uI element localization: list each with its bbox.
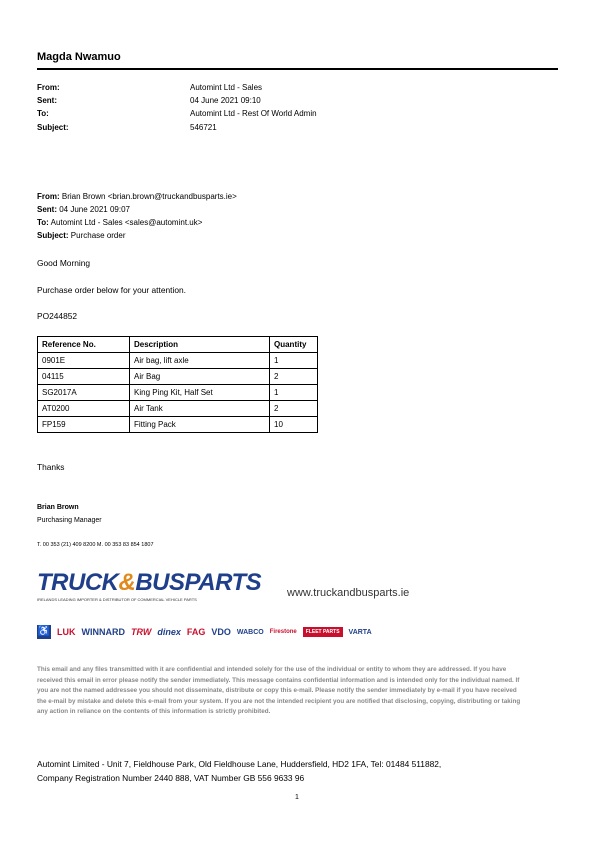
meta-to-value: Automint Ltd - Rest Of World Admin — [190, 109, 317, 118]
brand-logo: WINNARD — [81, 627, 125, 637]
meta-from-value: Automint Ltd - Sales — [190, 83, 263, 92]
meta-subject-value: 546721 — [190, 123, 217, 132]
fwd-sent-label: Sent: — [37, 205, 57, 214]
table-row — [38, 369, 318, 385]
header-rule — [37, 68, 558, 70]
intro-text: Purchase order below for your attention. — [37, 285, 186, 295]
cell-qty: 10 — [270, 417, 318, 433]
logo-part2: BUSPARTS — [135, 569, 262, 596]
cell-desc: King Ping Kit, Half Set — [130, 385, 270, 401]
cell-ref: 04115 — [38, 369, 130, 385]
brand-logo: VDO — [211, 627, 231, 637]
page-number: 1 — [295, 794, 299, 801]
fwd-from-value[interactable]: Brian Brown <brian.brown@truckandbusparts.ie> — [61, 192, 237, 201]
cell-ref: SG2017A — [38, 385, 130, 401]
website-url[interactable]: www.truckandbusparts.ie — [287, 587, 410, 599]
brand-logo: VARTA — [348, 628, 372, 636]
cell-qty: 1 — [270, 353, 318, 369]
header-ref: Reference No. — [38, 337, 130, 353]
signature-name: Brian Brown — [37, 504, 79, 511]
logo-amp: & — [118, 569, 136, 596]
fwd-from-label: From: — [37, 192, 60, 201]
cell-desc: Air Bag — [130, 369, 270, 385]
meta-sent-label: Sent: — [37, 96, 57, 105]
brand-logo: WABCO — [236, 628, 264, 636]
greeting: Good Morning — [37, 258, 91, 268]
header-qty: Quantity — [270, 337, 318, 353]
cell-desc: Air Tank — [130, 401, 270, 417]
thanks-text: Thanks — [37, 462, 65, 472]
meta-subject-label: Subject: — [37, 123, 69, 132]
fwd-subject-label: Subject: — [37, 231, 69, 240]
email-disclaimer: This email and any files transmitted with it are confidential and intended solely for the use of the individual or entity to whom they are addressed. If you have received this email in error please notify the sender immediately. This message contains confidential information and is intended only for the individual named. If you are not the named addressee you should not disseminate, distribute or copy this e-mail. Please notify the sender immediately by e-mail if you have received the e-mail by mistake and delete this e-mail from your system. If you are not the intended recipient you are notified that disclosing, copying, distributing or taking any action in reliance on the contents of this information is strictly prohibited. — [37, 666, 521, 716]
cell-ref: AT0200 — [38, 401, 130, 417]
fwd-from — [37, 192, 237, 201]
fwd-subject — [37, 231, 126, 240]
table-row — [38, 401, 318, 417]
cell-ref: FP159 — [38, 417, 130, 433]
cell-qty: 2 — [270, 369, 318, 385]
wheelchair-icon: ♿ — [37, 626, 51, 637]
cell-qty: 2 — [270, 401, 318, 417]
meta-sent-value: 04 June 2021 09:10 — [190, 96, 261, 105]
cell-desc: Air bag, lift axle — [130, 353, 270, 369]
company-info — [37, 757, 537, 785]
cell-desc: Fitting Pack — [130, 417, 270, 433]
cell-qty: 1 — [270, 385, 318, 401]
header-desc: Description — [130, 337, 270, 353]
fwd-subject-value: Purchase order — [70, 231, 126, 240]
table-header-row — [38, 337, 318, 353]
brand-logo-row — [37, 621, 473, 643]
logo-part1: TRUCK — [37, 569, 119, 596]
fwd-to-label: To: — [37, 218, 49, 227]
brand-logo: LUK — [57, 627, 76, 637]
fwd-sent — [37, 205, 130, 214]
meta-to-label: To: — [37, 109, 49, 118]
fwd-to-value[interactable]: Automint Ltd - Sales <sales@automint.uk> — [50, 218, 203, 227]
company-registration: Company Registration Number 2440 888, VAT Number GB 556 9633 96 — [37, 773, 305, 783]
brand-logo: TRW — [131, 627, 152, 637]
table-row — [38, 417, 318, 433]
table-row — [38, 353, 318, 369]
cell-ref: 0901E — [38, 353, 130, 369]
logo-tagline: IRELANDS LEADING IMPORTER & DISTRIBUTOR OF COMMERCIAL VEHICLE PARTS — [37, 597, 197, 602]
brand-logo: FAG — [186, 627, 206, 637]
signature-phones: T. 00 353 (21) 409 8200 M. 00 353 83 854 1807 — [37, 542, 154, 548]
company-address: Automint Limited - Unit 7, Fieldhouse Park, Old Fieldhouse Lane, Huddersfield, HD2 1FA, Tel: 01484 511882, — [37, 759, 442, 769]
fwd-sent-value: 04 June 2021 09:07 — [59, 205, 130, 214]
brand-logo: FLEET PARTS — [303, 627, 343, 637]
brand-logo: dinex — [157, 627, 181, 637]
signature-title: Purchasing Manager — [37, 517, 102, 524]
meta-from-label: From: — [37, 83, 60, 92]
brand-logo: Firestone — [269, 629, 297, 635]
order-table — [37, 336, 318, 433]
company-banner[interactable] — [37, 561, 473, 657]
table-row — [38, 385, 318, 401]
truckandbusparts-logo — [37, 569, 262, 609]
po-number: PO244852 — [37, 311, 78, 321]
fwd-to — [37, 218, 202, 227]
sender-name: Magda Nwamuo — [37, 51, 121, 63]
